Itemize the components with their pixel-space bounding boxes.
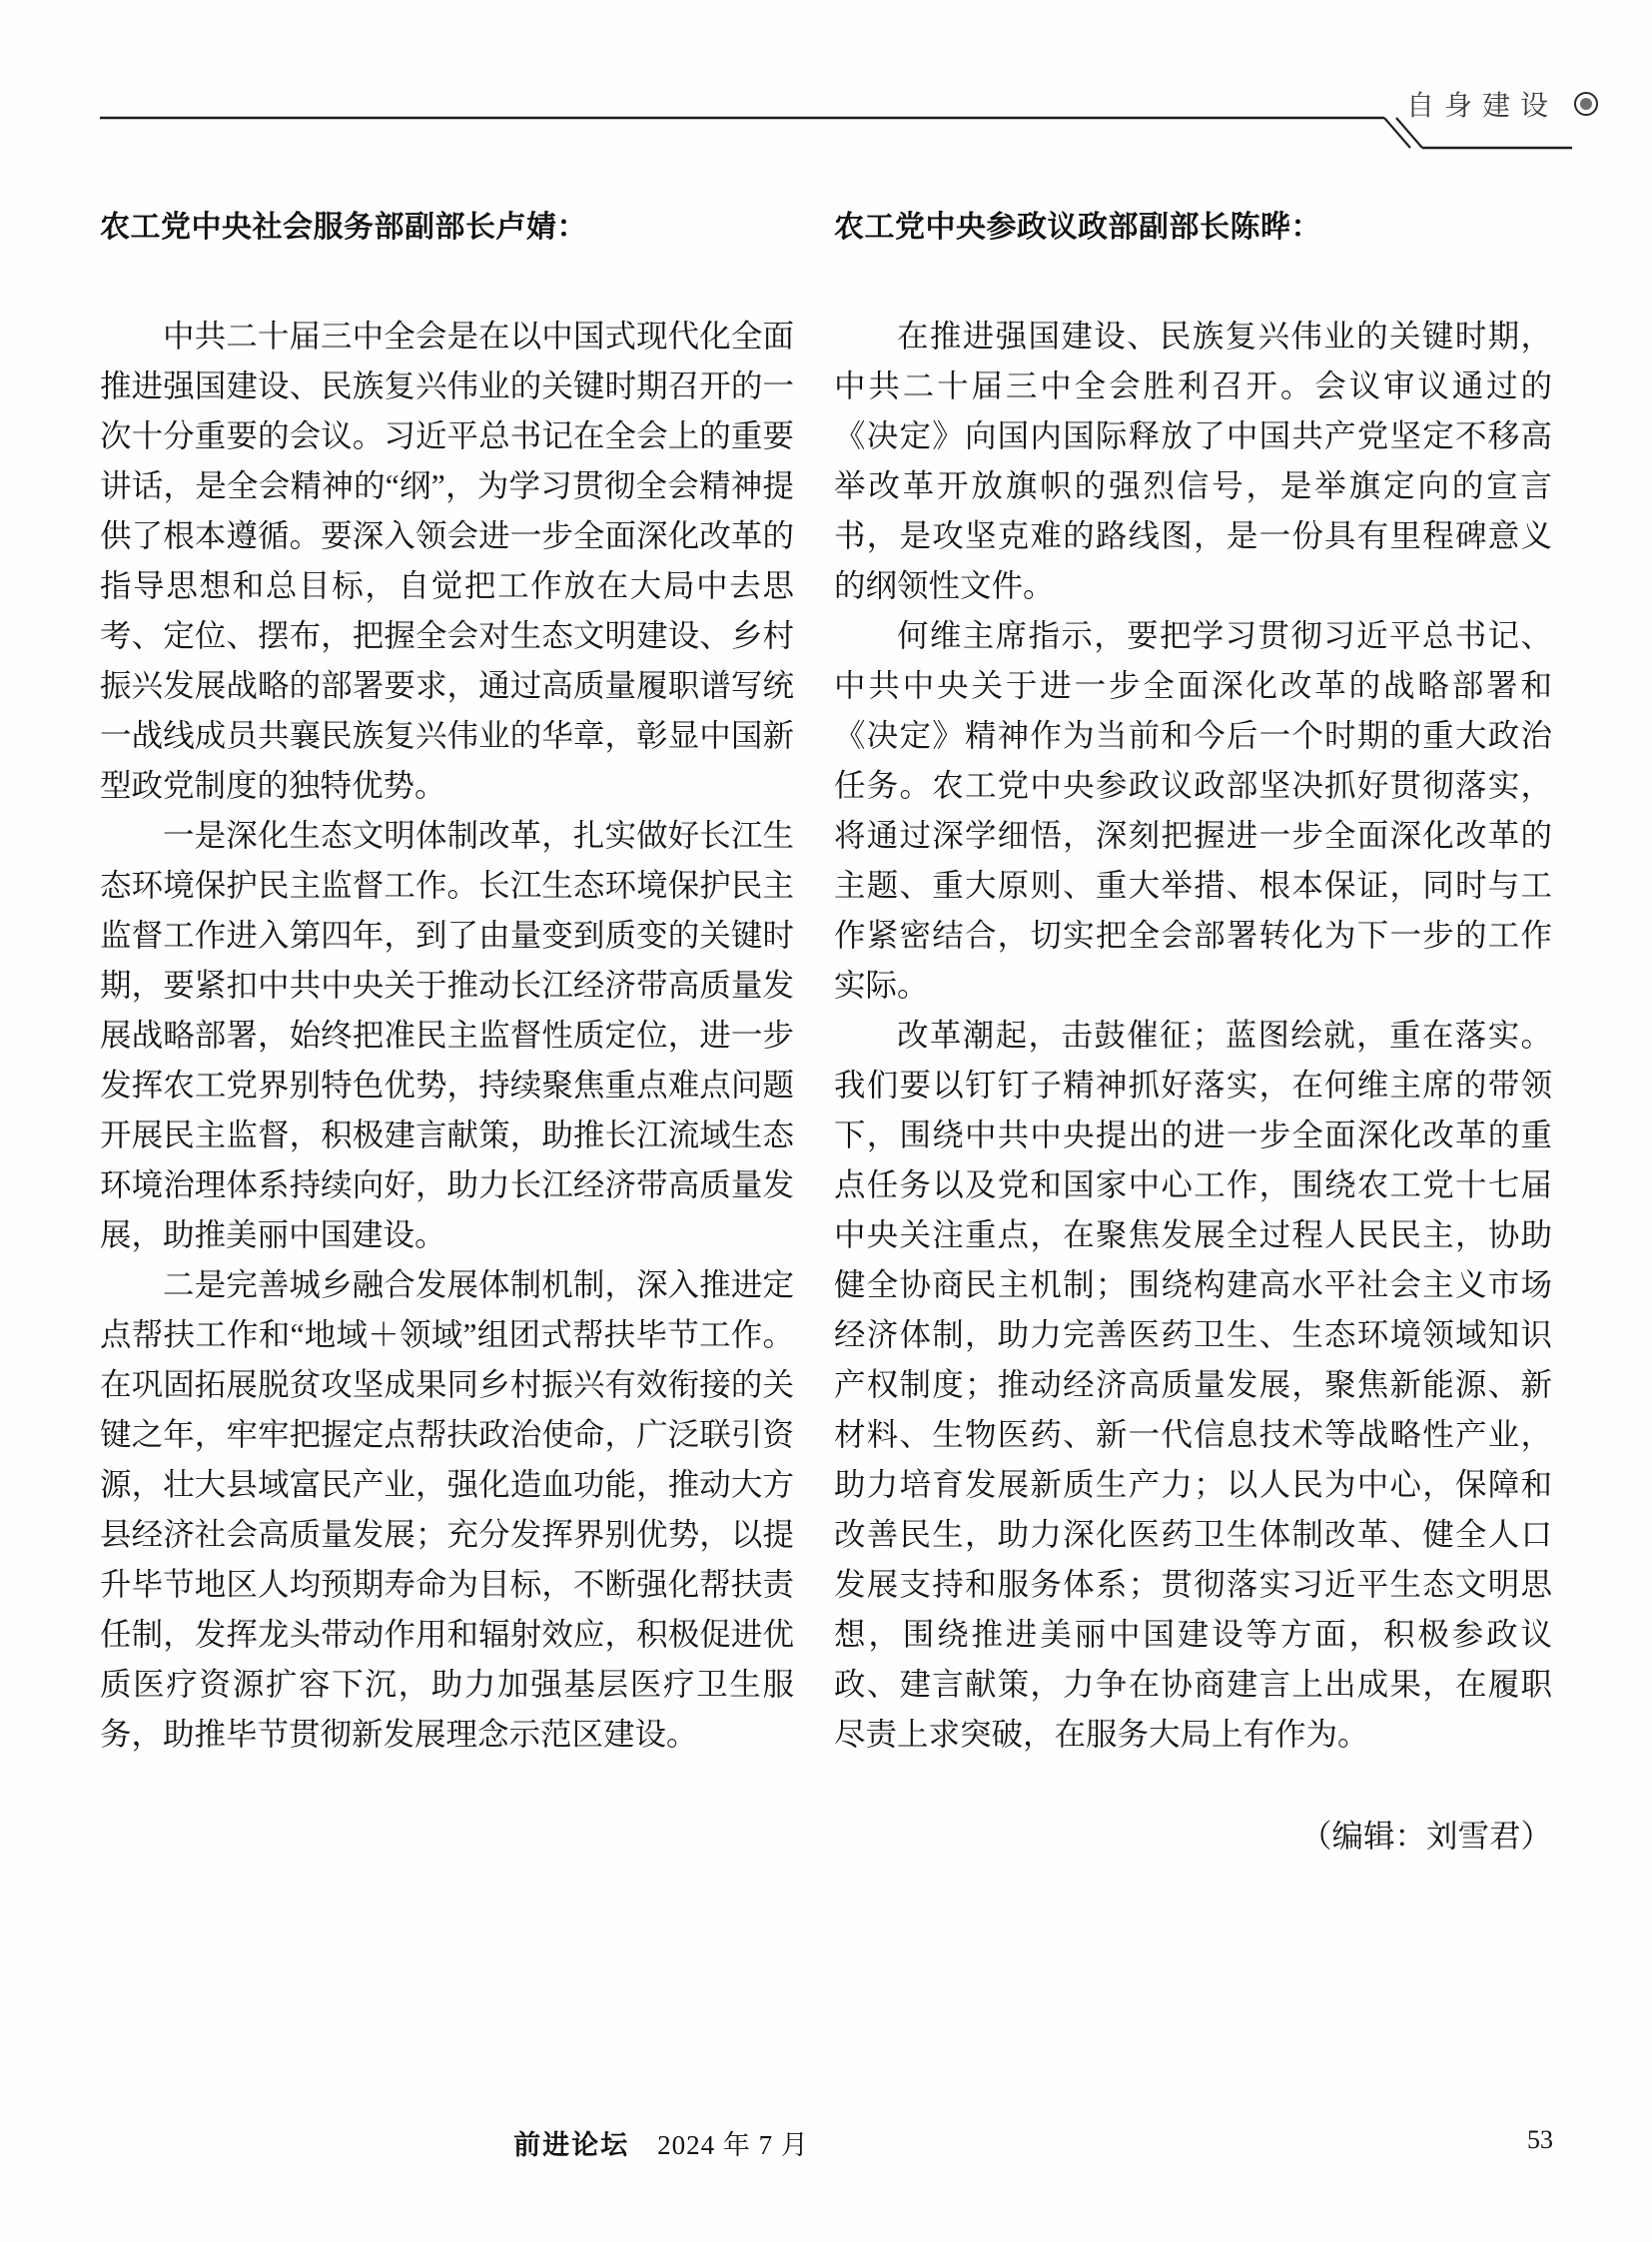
article-right-paragraph-3: 改革潮起，击鼓催征；蓝图绘就，重在落实。我们要以钉钉子精神抓好落实，在何维主席的带领下，围绕中共中央提出的进一步全面深化改革的重点任务以及党和国家中心工作，围绕农工党十七届中央关注重点，在聚焦发展全过程人民民主，协助健全协商民主机制；围绕构建高水平社会主义市场经济体制，助力完善医药卫生、生态环境领域知识产权制度；推动经济高质量发展，聚焦新能源、新材料、生物医药、新一代信息技术等战略性产业，助力培育发展新质生产力；以人民为中心，保障和改善民生，助力深化医药卫生体制改革、健全人口发展支持和服务体系；贯彻落实习近平生态文明思想，围绕推进美丽中国建设等方面，积极参政议政、建言献策，力争在协商建言上出成果，在履职尽责上求突破，在服务大局上有作为。 — [834, 1018, 1552, 1752]
article-left — [100, 202, 794, 1862]
footer-journal-line — [513, 2123, 809, 2162]
article-columns — [100, 202, 1552, 1862]
bullseye-icon — [1574, 92, 1598, 116]
article-right-paragraph-1: 在推进强国建设、民族复兴伟业的关键时期，中共二十届三中全会胜利召开。会议审议通过的《决定》向国内国际释放了中国共产党坚定不移高举改革开放旗帜的强烈信号，是举旗定向的宣言书，是攻坚克难的路线图，是一份具有里程碑意义的纲领性文件。 — [834, 319, 1552, 603]
page-number: 53 — [1527, 2125, 1553, 2154]
journal-name: 前进论坛 — [513, 2130, 630, 2160]
article-right — [834, 202, 1552, 1862]
section-label: 自身建设 — [1405, 90, 1558, 121]
article-left-paragraph-1: 中共二十届三中全会是在以中国式现代化全面推进强国建设、民族复兴伟业的关键时期召开的一次十分重要的会议。习近平总书记在全会上的重要讲话，是全会精神的“纲”，为学习贯彻全会精神提供了根本遵循。要深入领会进一步全面深化改革的指导思想和总目标，自觉把工作放在大局中去思考、定位、摆布，把握全会对生态文明建设、乡村振兴发展战略的部署要求，通过高质量履职谱写统一战线成员共襄民族复兴伟业的华章，彰显中国新型政党制度的独特优势。 — [100, 319, 794, 803]
article-left-paragraph-3: 二是完善城乡融合发展体制机制，深入推进定点帮扶工作和“地域＋领域”组团式帮扶毕节工作。在巩固拓展脱贫攻坚成果同乡村振兴有效衔接的关键之年，牢牢把握定点帮扶政治使命，广泛联引资源，壮大县域富民产业，强化造血功能，推动大方县经济社会高质量发展；充分发挥界别优势，以提升毕节地区人均预期寿命为目标，不断强化帮扶责任制，发挥龙头带动作用和辐射效应，积极促进优质医疗资源扩容下沉，助力加强基层医疗卫生服务，助推毕节贯彻新发展理念示范区建设。 — [100, 1267, 794, 1752]
section-tag — [1406, 84, 1598, 124]
issue-date: 2024 年 7 月 — [657, 2130, 809, 2160]
editor-credit: （编辑：刘雪君） — [1299, 1819, 1552, 1854]
header-rule — [0, 0, 1652, 170]
bullseye-icon-inner — [1580, 98, 1592, 110]
article-right-paragraph-2: 何维主席指示，要把学习贯彻习近平总书记、中共中央关于进一步全面深化改革的战略部署和《决定》精神作为当前和今后一个时期的重大政治任务。农工党中央参政议政部坚决抓好贯彻落实，将通过深学细悟，深刻把握进一步全面深化改革的主题、重大原则、重大举措、根本保证，同时与工作紧密结合，切实把全会部署转化为下一步的工作实际。 — [834, 618, 1552, 1003]
article-left-paragraph-2: 一是深化生态文明体制改革，扎实做好长江生态环境保护民主监督工作。长江生态环境保护民主监督工作进入第四年，到了由量变到质变的关键时期，要紧扣中共中央关于推动长江经济带高质量发展战略部署，始终把准民主监督性质定位，进一步发挥农工党界别特色优势，持续聚焦重点难点问题开展民主监督，积极建言献策，助推长江流域生态环境治理体系持续向好，助力长江经济带高质量发展，助推美丽中国建设。 — [100, 818, 794, 1252]
article-left-heading: 农工党中央社会服务部副部长卢婧： — [100, 211, 587, 244]
article-right-heading: 农工党中央参政议政部副部长陈晔： — [834, 211, 1321, 244]
